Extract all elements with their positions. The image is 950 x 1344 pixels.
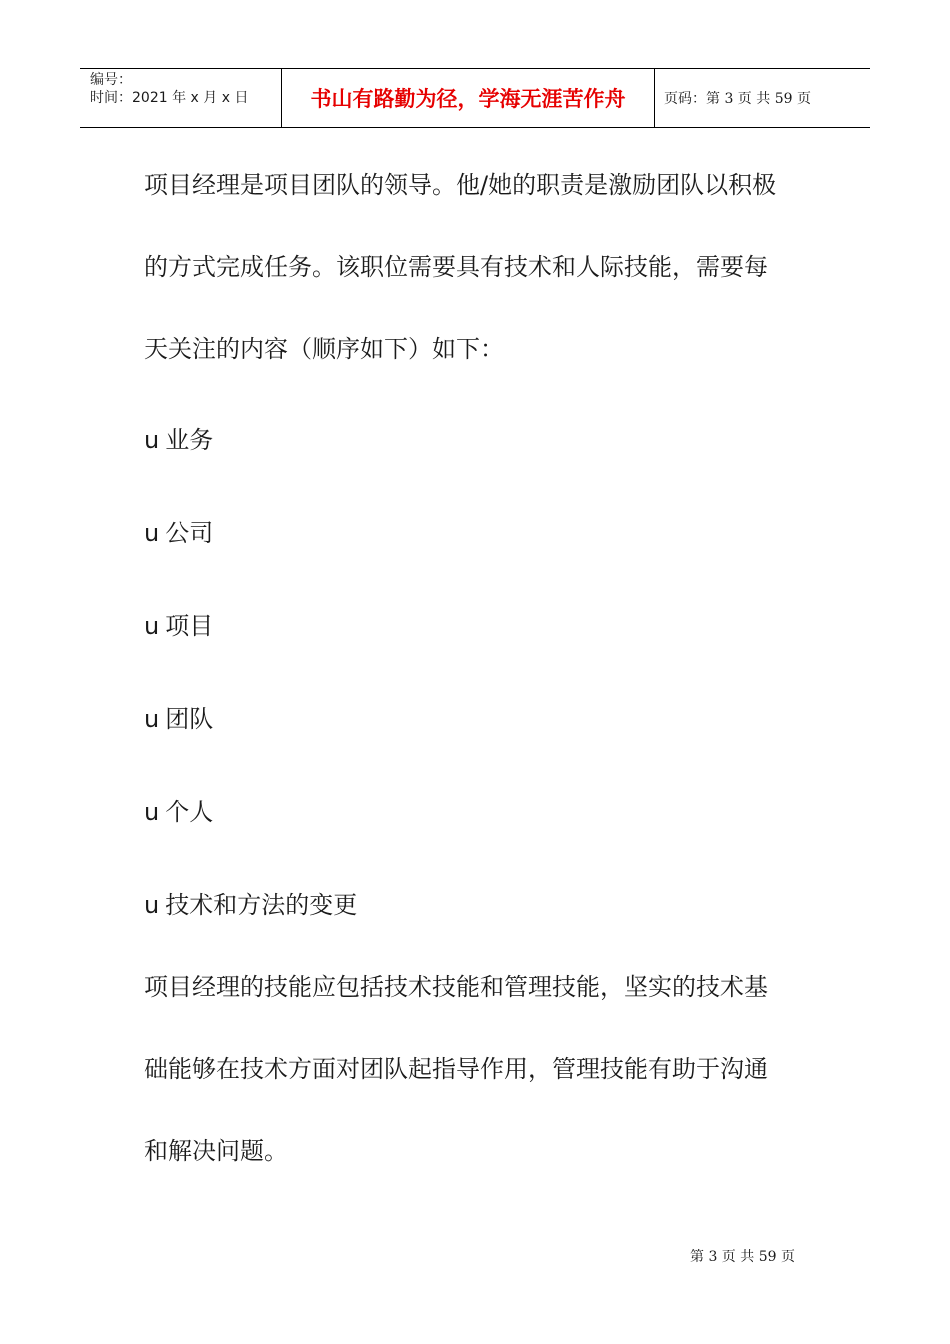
time-label: 时间：2021 年 x 月 x 日 xyxy=(90,90,249,106)
page-footer: 第 3 页 共 59 页 xyxy=(690,1249,795,1265)
bullet-marker: u xyxy=(144,705,160,733)
closing-line: 项目经理的技能应包括技术技能和管理技能，坚实的技术基 xyxy=(144,973,768,1001)
closing-line: 和解决问题。 xyxy=(144,1137,288,1165)
list-item xyxy=(144,885,810,926)
header-motto: 书山有路勤为径，学海无涯苦作舟 xyxy=(310,86,626,111)
list-item xyxy=(144,699,810,740)
header-divider xyxy=(654,69,655,127)
bullet-marker: u xyxy=(144,426,160,454)
number-label: 编号： xyxy=(90,72,132,88)
page-header xyxy=(80,68,870,128)
intro-line: 项目经理是项目团队的领导。他/她的职责是激励团队以积极 xyxy=(144,171,777,199)
list-item-text: 业务 xyxy=(165,426,214,454)
header-meta xyxy=(90,71,248,107)
intro-line: 的方式完成任务。该职位需要具有技术和人际技能，需要每 xyxy=(144,253,768,281)
list-item xyxy=(144,420,810,461)
closing-line: 础能够在技术方面对团队起指导作用，管理技能有助于沟通 xyxy=(144,1055,768,1083)
document-body xyxy=(144,165,810,1213)
header-page-label: 页码：第 3 页 共 59 页 xyxy=(664,91,811,107)
bullet-marker: u xyxy=(144,612,160,640)
intro-line: 天关注的内容（顺序如下）如下： xyxy=(144,335,504,363)
list-item xyxy=(144,792,810,833)
bullet-marker: u xyxy=(144,519,160,547)
list-item-text: 项目 xyxy=(165,612,214,640)
list-item-text: 团队 xyxy=(165,705,214,733)
list-item-text: 个人 xyxy=(165,798,214,826)
list-item xyxy=(144,513,810,554)
bullet-marker: u xyxy=(144,798,160,826)
list-item-text: 技术和方法的变更 xyxy=(165,891,358,919)
list-item-text: 公司 xyxy=(165,519,214,547)
bullet-marker: u xyxy=(144,891,160,919)
list-item xyxy=(144,606,810,647)
